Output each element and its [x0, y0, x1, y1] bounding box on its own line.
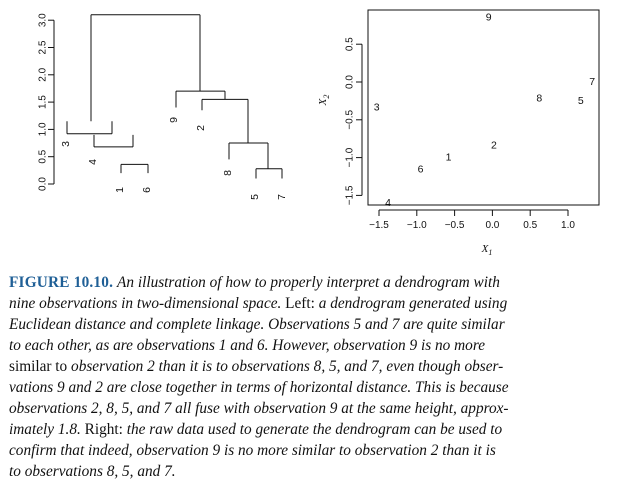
y-tick-label: 0.5 [37, 149, 49, 164]
caption-text: observation 2 than it is to observations 8, 5, and 7, even though obser- [71, 358, 504, 375]
y-tick-label: −1.0 [344, 147, 356, 168]
caption-text: to observations 8, 5, and 7. [9, 463, 176, 480]
y-tick-label: −0.5 [344, 109, 356, 130]
scatter-point-label: 6 [417, 163, 424, 176]
caption-line [9, 272, 625, 293]
scatter-plot-frame [368, 10, 599, 205]
x-tick-label: −1.5 [369, 220, 389, 231]
dendrogram-leaf-label: 5 [249, 194, 261, 200]
scatter-point-label: 3 [373, 101, 380, 114]
caption-line [9, 335, 625, 356]
caption-line [9, 419, 625, 440]
caption-text: a dendrogram generated using [314, 295, 508, 312]
scatter-points [374, 12, 595, 209]
caption-line [9, 293, 625, 314]
dendrogram-leaf-label: 8 [222, 170, 234, 176]
dendrogram-panel [0, 0, 310, 268]
scatter-y-axis [317, 37, 362, 205]
x-tick-label: −0.5 [444, 220, 465, 231]
x-tick-label: −1.0 [406, 220, 427, 231]
scatter-panel [310, 0, 625, 268]
caption-line [9, 377, 625, 398]
scatter-point-label: 9 [485, 11, 492, 24]
y-tick-label: 1.0 [37, 122, 49, 137]
dendrogram-leaf-label: 2 [195, 125, 207, 131]
y-tick-label: 0.0 [344, 75, 356, 89]
caption-text: Left: [285, 295, 315, 312]
caption-line [9, 398, 625, 419]
y-tick-label: 3.0 [37, 13, 49, 28]
dendrogram-y-axis [38, 13, 55, 191]
x-axis-title-subscript: 1 [488, 248, 493, 257]
dendrogram-leaf-label: 4 [87, 159, 99, 165]
figure-label: FIGURE 10.10. [9, 274, 114, 291]
y-tick-label: −1.5 [344, 185, 356, 206]
x-tick-label: 1.0 [561, 220, 575, 231]
caption-text: Right: [84, 421, 123, 438]
dendrogram-leaf-label: 9 [168, 117, 180, 123]
scatter-point-label: 2 [490, 139, 497, 152]
y-tick-label: 2.5 [37, 40, 49, 55]
x-tick-label: 0.0 [485, 220, 500, 231]
caption-text: An illustration of how to properly interpret a dendrogram with [117, 274, 500, 291]
scatter-point-label: 7 [589, 76, 596, 88]
caption-line [9, 440, 625, 461]
caption-line [9, 356, 625, 377]
x-tick-label: 0.5 [523, 220, 538, 231]
y-tick-label: 0.5 [344, 37, 356, 52]
dendrogram-leaf-label: 1 [114, 187, 126, 193]
caption-text: nine observations in two-dimensional space. [9, 295, 286, 312]
caption-text: Euclidean distance and complete linkage. Observations 5 and 7 are quite similar [9, 316, 505, 333]
caption-text: vations 9 and 2 are close together in terms of horizontal distance. This is because [9, 379, 509, 396]
scatter-x-axis [369, 210, 575, 257]
scatter-point-label: 1 [445, 151, 452, 164]
caption-line [9, 314, 625, 335]
y-axis-title-subscript: 2 [322, 94, 331, 99]
caption-text: similar to [9, 358, 72, 375]
figure-caption [9, 272, 625, 482]
caption-text: the raw data used to generate the dendrogram can be used to [122, 421, 503, 438]
scatter-point-label: 4 [385, 196, 391, 209]
dendrogram-leaf-label: 6 [141, 187, 153, 193]
caption-text: observations 2, 8, 5, and 7 all fuse with observation 9 at the same height, approx- [9, 400, 509, 417]
scatter-point-label: 8 [536, 92, 543, 105]
scatter-point-label: 5 [577, 94, 584, 107]
y-tick-label: 2.0 [37, 67, 49, 82]
caption-line [9, 461, 625, 482]
caption-text: to each other, as are observations 1 and 6. However, observation 9 is no more [9, 337, 485, 354]
y-tick-label: 1.5 [37, 95, 49, 110]
caption-text: imately 1.8. [9, 421, 85, 438]
dendrogram-leaf-label: 7 [276, 194, 288, 200]
dendrogram-leaf-labels [60, 117, 288, 200]
y-tick-label: 0.0 [37, 177, 49, 191]
dendrogram-leaf-label: 3 [60, 141, 72, 147]
y-axis-title: $X_2$ [317, 94, 331, 106]
caption-text: confirm that indeed, observation 9 is no more similar to observation 2 than it is [9, 442, 496, 459]
x-axis-title: $X_1$ [481, 243, 493, 257]
dendrogram-branches [67, 15, 282, 179]
